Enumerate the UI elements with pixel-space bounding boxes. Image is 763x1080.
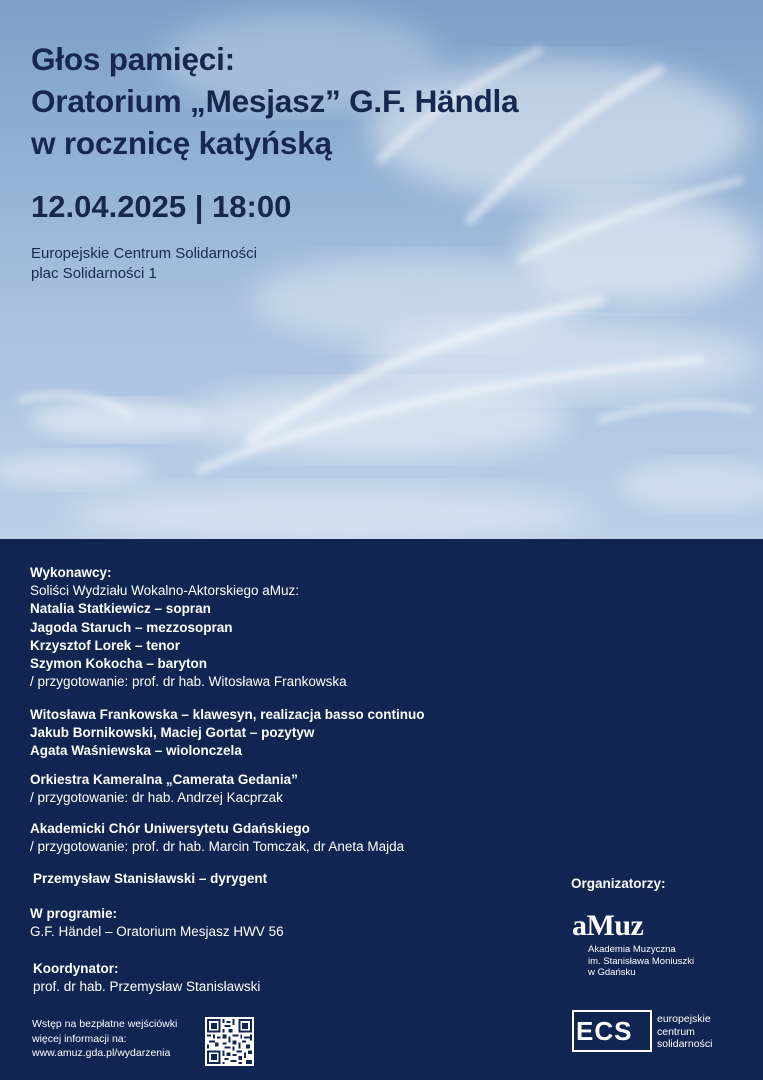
amuz-name-line: im. Stanisława Moniuszki bbox=[588, 955, 695, 967]
event-title bbox=[31, 38, 518, 164]
soloists-preparation: / przygotowanie: prof. dr hab. Witosława Frankowska bbox=[30, 674, 347, 690]
choir-section bbox=[30, 820, 404, 856]
soloist-item: Szymon Kokocha – baryton bbox=[30, 656, 208, 672]
program-heading: W programie: bbox=[30, 906, 118, 921]
admission-info bbox=[32, 1017, 177, 1061]
soloist-item: Krzysztof Lorek – tenor bbox=[30, 637, 181, 653]
soloists-intro: Soliści Wydziału Wokalno-Aktorskiego aMuz: bbox=[30, 583, 299, 599]
amuz-name-line: w Gdańsku bbox=[588, 967, 636, 978]
title-line-3: w rocznicę katyńską bbox=[31, 125, 332, 161]
choir-name: Akademicki Chór Uniwersytetu Gdańskiego bbox=[30, 821, 310, 836]
title-line-2: Oratorium „Mesjasz” G.F. Händla bbox=[31, 83, 519, 119]
admission-url[interactable]: www.amuz.gda.pl/wydarzenia bbox=[32, 1047, 171, 1059]
orchestra-section bbox=[30, 771, 298, 807]
coordinator-heading: Koordynator: bbox=[33, 961, 119, 976]
amuz-name-line: Akademia Muzyczna bbox=[588, 944, 676, 955]
amuz-name bbox=[588, 944, 694, 979]
ecs-name-line: europejskie bbox=[657, 1013, 711, 1025]
admission-line: więcej informacji na: bbox=[32, 1032, 127, 1045]
event-venue bbox=[31, 244, 257, 284]
sky-header bbox=[0, 0, 763, 539]
amuz-logo: aMuz bbox=[572, 909, 644, 942]
ecs-name-line: solidarności bbox=[657, 1038, 713, 1050]
organizers-label: Organizatorzy: bbox=[571, 876, 666, 891]
venue-address: plac Solidarności 1 bbox=[31, 265, 157, 282]
info-panel bbox=[0, 539, 763, 1080]
continuo-section bbox=[30, 706, 425, 761]
continuo-item: Jakub Bornikowski, Maciej Gortat – pozytyw bbox=[30, 725, 315, 741]
continuo-item: Witosława Frankowska – klawesyn, realizacja basso continuo bbox=[30, 707, 425, 722]
orchestra-preparation: / przygotowanie: dr hab. Andrzej Kacprzak bbox=[30, 790, 283, 806]
conductor: Przemysław Stanisławski – dyrygent bbox=[33, 871, 268, 886]
title-line-1: Głos pamięci: bbox=[31, 41, 235, 77]
ecs-name bbox=[657, 1013, 712, 1051]
orchestra-name: Orkiestra Kameralna „Camerata Gedania” bbox=[30, 772, 298, 787]
choir-preparation: / przygotowanie: prof. dr hab. Marcin Tomczak, dr Aneta Majda bbox=[30, 839, 405, 855]
performers-section bbox=[30, 564, 347, 691]
event-datetime: 12.04.2025 | 18:00 bbox=[31, 189, 292, 224]
coordinator-text: prof. dr hab. Przemysław Stanisławski bbox=[33, 979, 261, 995]
soloist-item: Jagoda Staruch – mezzosopran bbox=[30, 619, 233, 635]
ecs-name-line: centrum bbox=[657, 1025, 695, 1038]
coordinator-section bbox=[33, 960, 260, 996]
soloist-item: Natalia Statkiewicz – sopran bbox=[30, 601, 211, 617]
venue-name: Europejskie Centrum Solidarności bbox=[31, 245, 257, 262]
admission-line: Wstęp na bezpłatne wejściówki bbox=[32, 1018, 178, 1030]
program-section bbox=[30, 905, 284, 941]
ecs-logo: ECS bbox=[576, 1016, 633, 1046]
continuo-item: Agata Waśniewska – wiolonczela bbox=[30, 743, 242, 759]
program-text: G.F. Händel – Oratorium Mesjasz HWV 56 bbox=[30, 924, 284, 940]
qr-code-icon[interactable] bbox=[205, 1017, 254, 1066]
performers-heading: Wykonawcy: bbox=[30, 565, 112, 580]
